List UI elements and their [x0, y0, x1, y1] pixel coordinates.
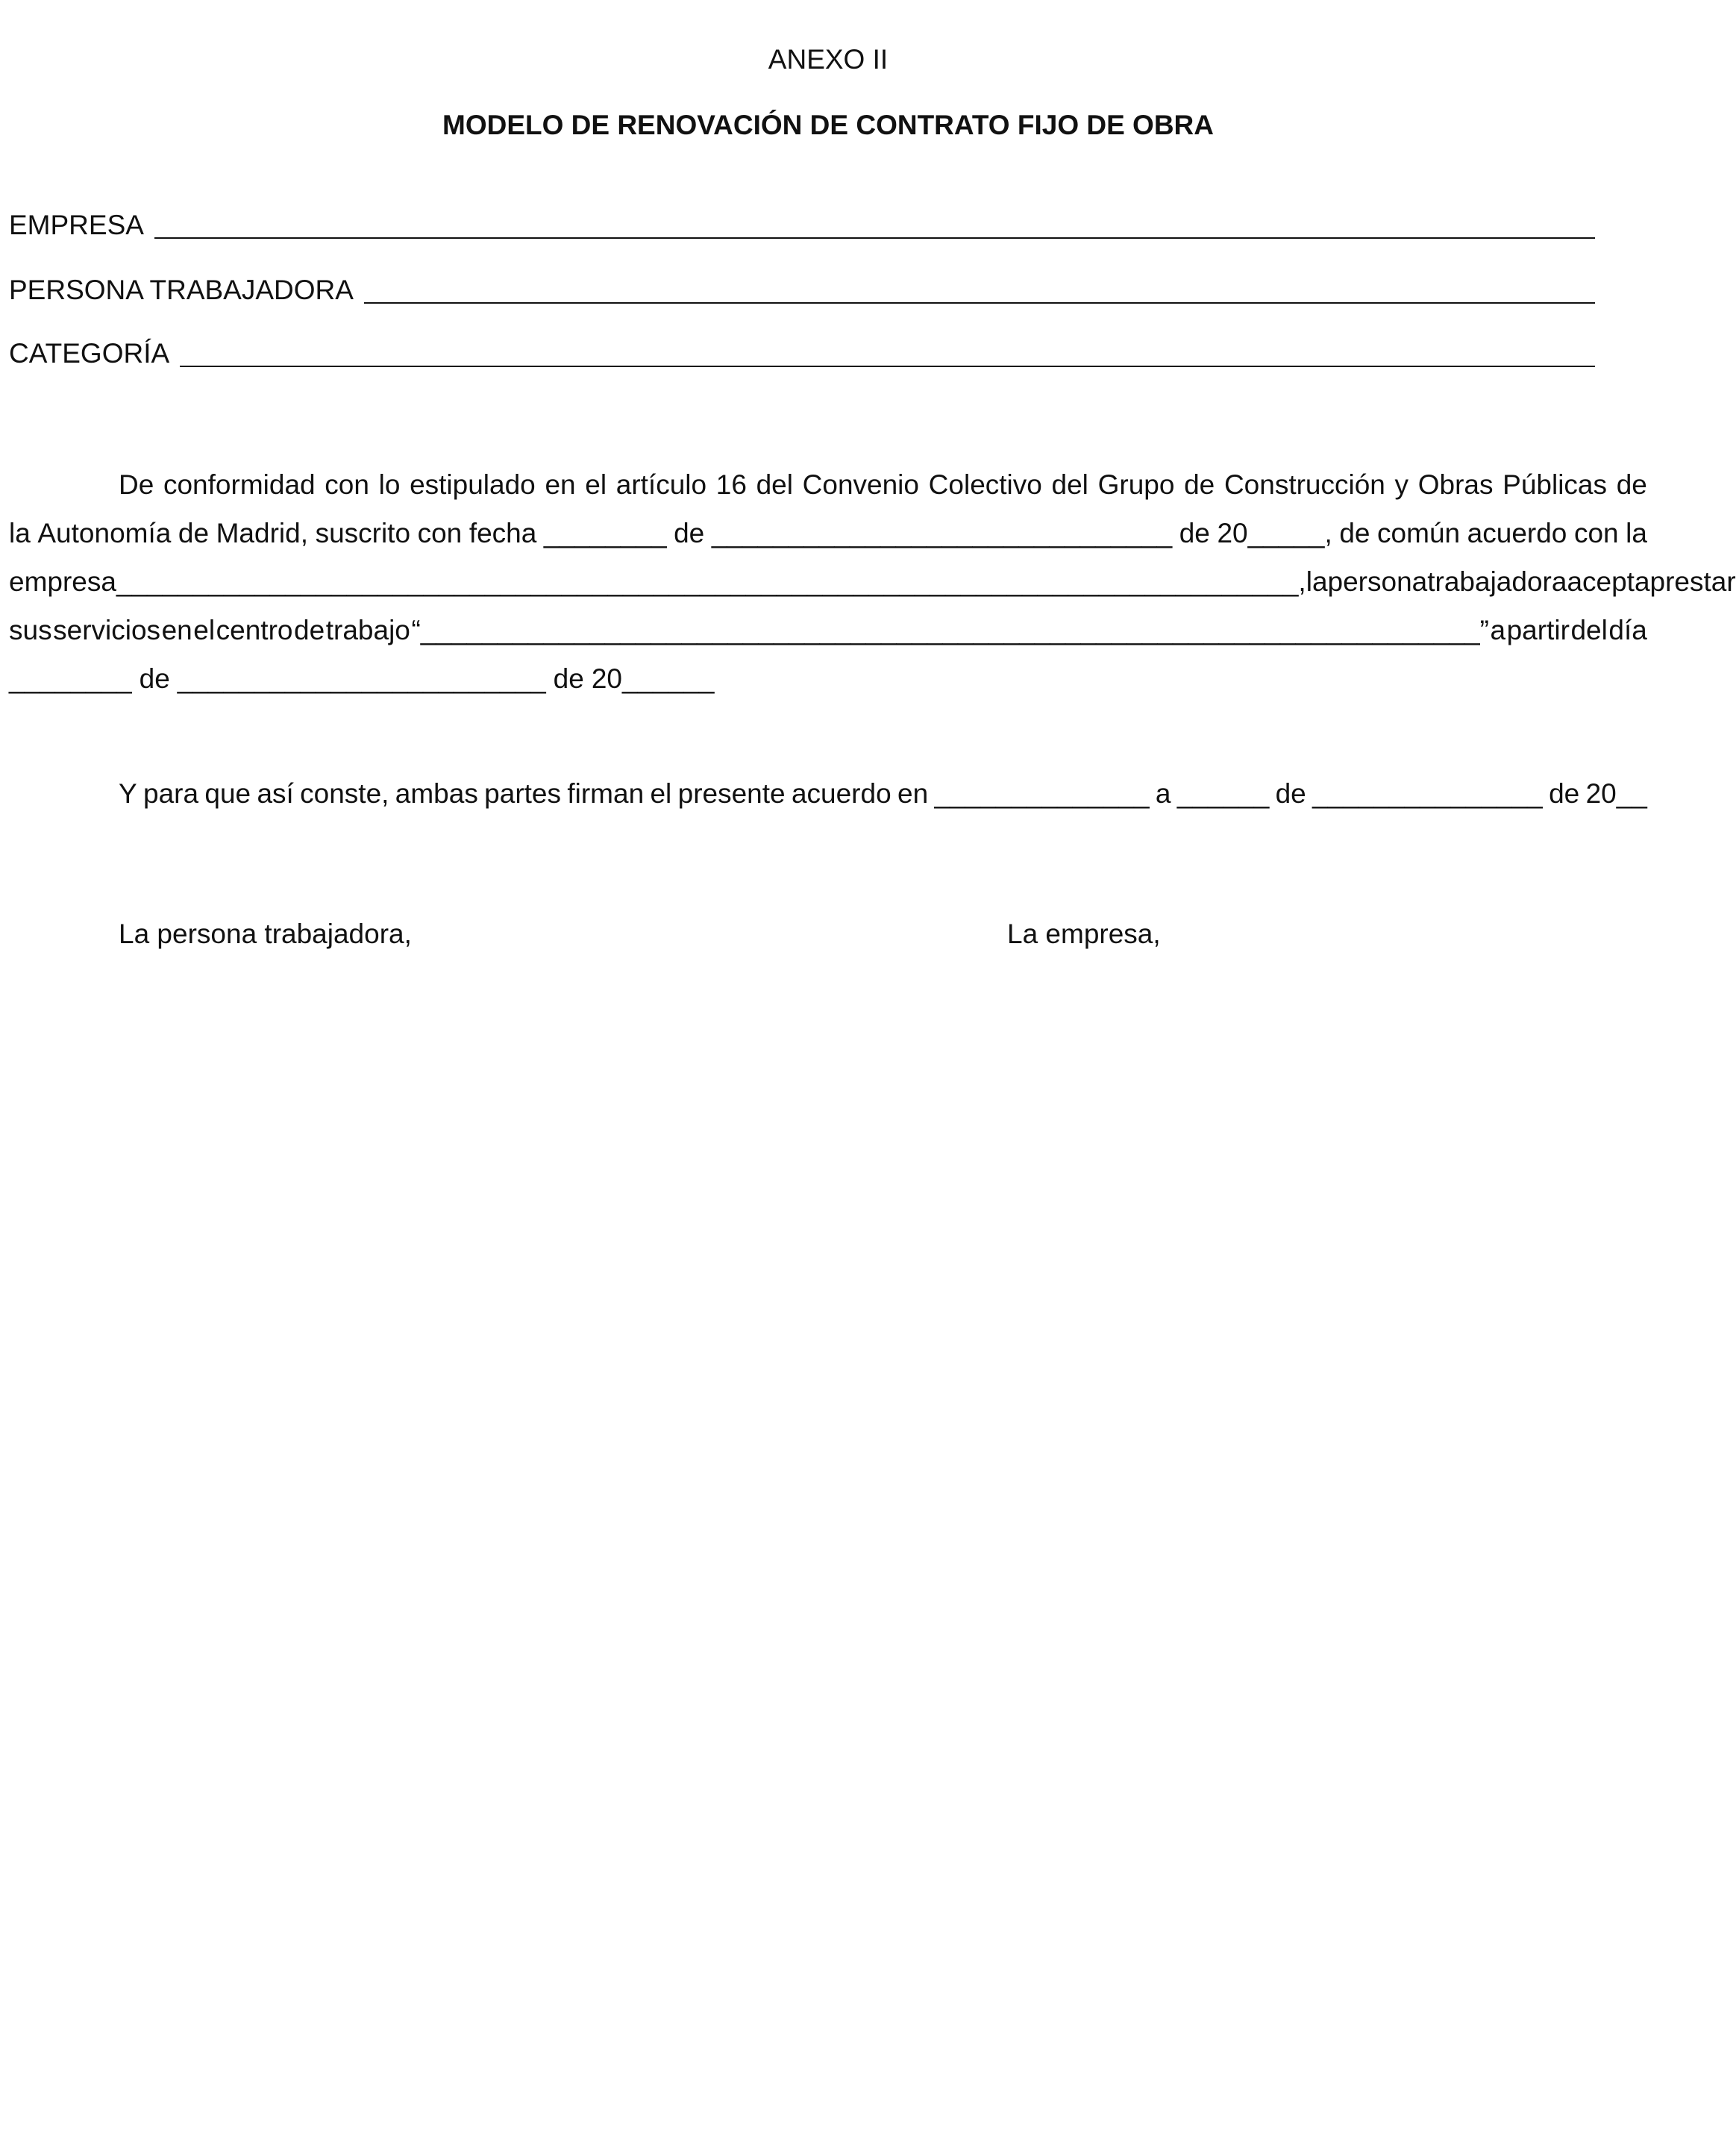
word: Colectivo — [928, 469, 1042, 500]
word: en — [161, 615, 192, 645]
word: Y — [119, 778, 137, 809]
word: fecha — [469, 518, 537, 548]
word: persona — [1327, 566, 1428, 597]
blank-line: ________________________ — [177, 663, 546, 694]
word: para — [143, 778, 199, 809]
blank-line: ______ — [1176, 778, 1270, 809]
closing-paragraph — [9, 769, 1647, 818]
word: centro — [216, 615, 293, 645]
word: de — [1184, 469, 1215, 500]
word: día — [1608, 615, 1647, 645]
word: Autonomía — [37, 518, 172, 548]
word: y — [1394, 469, 1409, 500]
document-title: MODELO DE RENOVACIÓN DE CONTRATO FIJO DE OBRA — [442, 110, 1214, 140]
word: sus — [9, 615, 52, 645]
word: a — [1155, 778, 1171, 809]
word: la — [1306, 566, 1328, 597]
word: partir — [1506, 615, 1570, 645]
word: trabajo — [325, 615, 410, 645]
word: Obras — [1417, 469, 1494, 500]
field-persona-trabajadora-label: PERSONA TRABAJADORA — [9, 275, 354, 305]
word: suscrito — [315, 518, 411, 548]
field-empresa-label: EMPRESA — [9, 210, 144, 240]
word: con — [325, 469, 369, 500]
word: el — [650, 778, 672, 809]
field-empresa-blank[interactable] — [154, 207, 1595, 239]
word: trabajadora — [1427, 566, 1567, 597]
blank-line: “_____________________________________________________________________” — [411, 615, 1489, 645]
word: partes — [484, 778, 562, 809]
agreement-paragraph — [9, 460, 1736, 703]
word: 16 — [715, 469, 747, 500]
word: de — [674, 518, 705, 548]
word: la — [9, 518, 31, 548]
word: presente — [677, 778, 786, 809]
word: acepta — [1567, 566, 1650, 597]
word: del — [756, 469, 793, 500]
annex-label: ANEXO II — [768, 44, 889, 75]
agreement-line — [9, 509, 1647, 557]
word: de — [139, 663, 170, 694]
word: artículo — [615, 469, 707, 500]
word: Madrid, — [216, 518, 308, 548]
closing-line — [9, 769, 1647, 818]
agreement-line — [9, 460, 1647, 509]
blank-line: _______________ — [1312, 778, 1543, 809]
blank-line: ________ — [543, 518, 667, 548]
field-empresa — [9, 204, 1595, 243]
word: Grupo — [1097, 469, 1175, 500]
word: del — [1051, 469, 1088, 500]
word: de — [1275, 778, 1306, 809]
word: empresa — [9, 566, 116, 597]
word: firman — [567, 778, 645, 809]
word: que — [204, 778, 251, 809]
word: en — [545, 469, 576, 500]
word: de — [294, 615, 325, 645]
word: con — [417, 518, 463, 548]
word: de — [1339, 518, 1370, 548]
word: conste, — [300, 778, 389, 809]
word: lo — [378, 469, 401, 500]
word: prestar — [1649, 566, 1736, 597]
blank-line: ______________________________ — [711, 518, 1173, 548]
agreement-line — [9, 606, 1647, 654]
word: acuerdo — [791, 778, 891, 809]
word: de — [1179, 518, 1210, 548]
word: el — [585, 469, 607, 500]
word: conformidad — [163, 469, 316, 500]
word: de — [553, 663, 584, 694]
word: estipulado — [410, 469, 536, 500]
blank-line: ________ — [9, 663, 132, 694]
word: Construcción — [1223, 469, 1385, 500]
word: con — [1573, 518, 1619, 548]
word: Públicas — [1502, 469, 1608, 500]
blank-line: ______________ — [934, 778, 1150, 809]
word: a — [1490, 615, 1506, 645]
field-categoria-label: CATEGORÍA — [9, 338, 170, 369]
word: de — [178, 518, 210, 548]
blank-line: _____________________________________________________________________________, — [116, 566, 1306, 597]
word: De — [119, 469, 154, 500]
blank-line: 20______ — [591, 663, 715, 694]
word: el — [193, 615, 216, 645]
agreement-line — [9, 557, 1736, 606]
word: del — [1570, 615, 1608, 645]
word: así — [257, 778, 294, 809]
blank-line: 20_____, — [1217, 518, 1332, 548]
signature-company-label: La empresa, — [1007, 919, 1161, 949]
field-persona-trabajadora — [9, 269, 1595, 308]
field-persona-trabajadora-blank[interactable] — [364, 272, 1595, 304]
word: común — [1377, 518, 1461, 548]
field-categoria — [9, 333, 1595, 372]
agreement-line-last — [9, 654, 1647, 703]
word: Convenio — [802, 469, 919, 500]
word: ambas — [395, 778, 478, 809]
word: 20__ — [1585, 778, 1647, 809]
word: en — [897, 778, 929, 809]
word: servicios — [53, 615, 161, 645]
signature-worker-label: La persona trabajadora, — [119, 919, 412, 949]
word: de — [1616, 469, 1647, 500]
word: la — [1626, 518, 1647, 548]
field-categoria-blank[interactable] — [180, 336, 1595, 367]
word: de — [1549, 778, 1580, 809]
word: acuerdo — [1467, 518, 1567, 548]
